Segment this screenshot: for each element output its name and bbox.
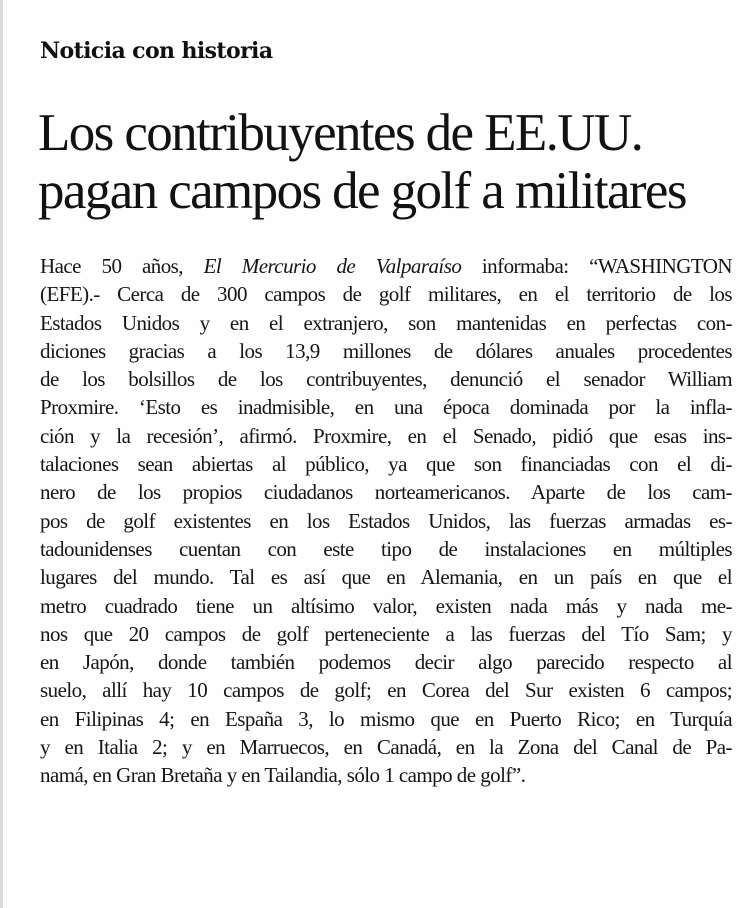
body-line-12: lugares del mundo. Tal es así que en Alemania, en un país en que el	[40, 565, 732, 590]
body-line-8: talaciones sean abiertas al público, ya que son financiadas con el di-	[40, 452, 732, 477]
body-line-3: Estados Unidos y en el extranjero, son mantenidas en perfectas con-	[40, 310, 732, 335]
body-line-2: (EFE).- Cerca de 300 campos de golf militares, en el territorio de los	[40, 282, 732, 307]
body-line-10: pos de golf existentes en los Estados Unidos, las fuerzas armadas es-	[40, 508, 732, 533]
section-kicker: Noticia con historia	[40, 38, 273, 64]
headline	[38, 104, 738, 220]
article-body	[40, 252, 732, 790]
source-newspaper-name: El Mercurio de Valparaíso	[203, 254, 462, 278]
body-line-17: en Filipinas 4; en España 3, lo mismo que en Puerto Rico; en Turquía	[40, 706, 732, 731]
body-line-4: diciones gracias a los 13,9 millones de dólares anuales procedentes	[40, 338, 732, 363]
body-line-6: Proxmire. ‘Esto es inadmisible, en una época dominada por la infla-	[40, 395, 732, 420]
body-line-9: nero de los propios ciudadanos norteamericanos. Aparte de los cam-	[40, 480, 732, 505]
page-edge-rule	[0, 0, 3, 908]
body-line-7: ción y la recesión’, afirmó. Proxmire, en el Senado, pidió que esas ins-	[40, 423, 732, 448]
body-line-1	[40, 252, 732, 280]
body-line-19: namá, en Gran Bretaña y en Tailandia, sólo 1 campo de golf”.	[40, 763, 526, 788]
body-line-1-rest: informaba: “WASHINGTON	[461, 254, 732, 278]
body-line-15: en Japón, donde también podemos decir algo parecido respecto al	[40, 650, 732, 675]
body-line-14: nos que 20 campos de golf perteneciente a las fuerzas del Tío Sam; y	[40, 621, 732, 646]
body-line-18: y en Italia 2; y en Marruecos, en Canadá, en la Zona del Canal de Pa-	[40, 735, 732, 760]
body-line-1-intro: Hace 50 años,	[40, 254, 204, 278]
body-line-13: metro cuadrado tiene un altísimo valor, existen nada más y nada me-	[40, 593, 732, 618]
headline-line-1: Los contribuyentes de EE.UU.	[38, 104, 643, 162]
body-line-5: de los bolsillos de los contribuyentes, denunció el senador William	[40, 367, 732, 392]
body-line-16: suelo, allí hay 10 campos de golf; en Corea del Sur existen 6 campos;	[40, 678, 732, 703]
body-line-11: tadounidenses cuentan con este tipo de instalaciones en múltiples	[40, 536, 732, 561]
headline-line-2: pagan campos de golf a militares	[38, 162, 686, 220]
